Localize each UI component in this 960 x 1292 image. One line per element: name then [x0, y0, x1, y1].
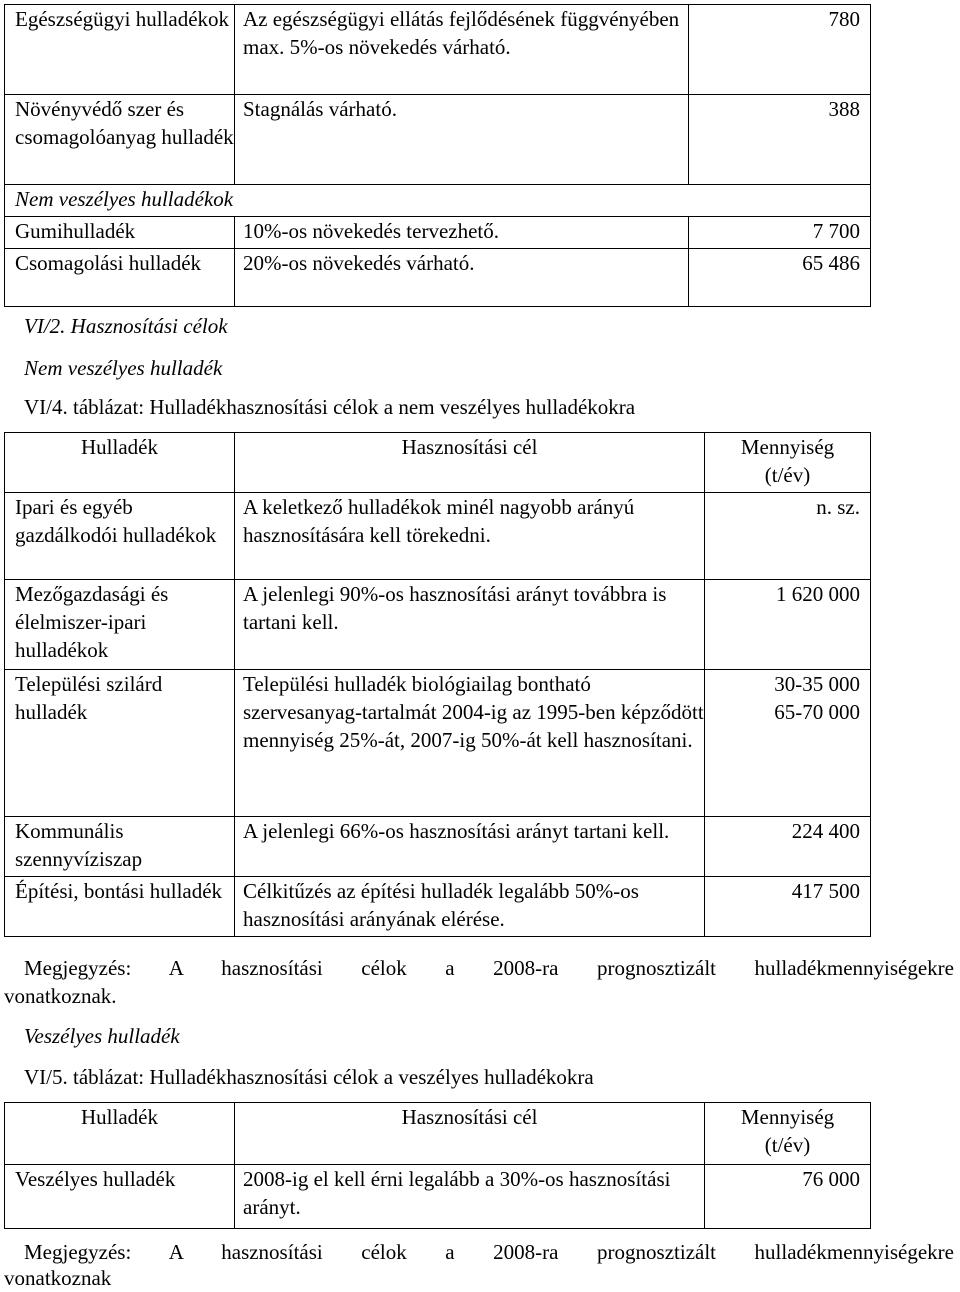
table-row: [5, 493, 871, 580]
amount-cell: 7 700: [689, 217, 871, 249]
waste-cell: Építési, bontási hulladék: [5, 877, 235, 937]
goal-cell: Települési hulladék biológiailag bontható szervesanyag-tartalmát 2004-ig az 1995-ben képződött mennyiség 25%-át, 2007-ig 50%-át kell hasznosítani.: [235, 670, 705, 817]
goal-cell: 2008-ig el kell érni legalább a 30%-os hasznosítási arányt.: [235, 1165, 705, 1229]
table-row: [5, 249, 871, 307]
amount-cell: 417 500: [705, 877, 871, 937]
goal-cell: Célkitűzés az építési hulladék legalább 50%-os hasznosítási arányának elérése.: [235, 877, 705, 937]
waste-cell: Gumihulladék: [5, 217, 235, 249]
section-heading-nonhazardous: Nem veszélyes hulladék: [24, 356, 223, 380]
goal-cell: A jelenlegi 66%-os hasznosítási arányt tartani kell.: [235, 817, 705, 877]
header-amount-label: Mennyiség: [740, 435, 835, 459]
waste-cell: Települési szilárd hulladék: [5, 670, 235, 817]
goal-cell: A keletkező hulladékok minél nagyobb arányú hasznosítására kell törekedni.: [235, 493, 705, 580]
note-2-line-2: vonatkoznak: [4, 1266, 112, 1290]
table-vi4: [4, 432, 871, 937]
header-waste: Hulladék: [5, 433, 235, 493]
table5-caption: VI/5. táblázat: Hulladékhasznosítási célok a veszélyes hulladékokra: [24, 1065, 594, 1089]
header-amount: [705, 433, 871, 493]
note-1-line-1: Megjegyzés: A hasznosítási célok a 2008-ra prognosztizált hulladékmennyiségekre: [24, 956, 954, 980]
waste-cell: Csomagolási hulladék: [5, 249, 235, 307]
amount-cell: 1 620 000: [705, 580, 871, 670]
section-row: [5, 185, 871, 217]
header-amount-unit: (t/év): [764, 1133, 811, 1157]
waste-cell: Egészségügyi hulladékok: [5, 5, 235, 95]
header-goal: Hasznosítási cél: [235, 1103, 705, 1165]
amount-value: 30-35 000: [774, 672, 860, 696]
top-table: [4, 4, 871, 307]
description-cell: 20%-os növekedés várható.: [235, 249, 689, 307]
note-2-line-1: Megjegyzés: A hasznosítási célok a 2008-ra prognosztizált hulladékmennyiségekre: [24, 1240, 954, 1264]
description-cell: Stagnálás várható.: [235, 95, 689, 185]
header-amount-label: Mennyiség: [740, 1105, 835, 1129]
table4-caption: VI/4. táblázat: Hulladékhasznosítási célok a nem veszélyes hulladékokra: [24, 395, 636, 419]
table-row: [5, 670, 871, 817]
waste-cell: Növényvédő szer és csomagolóanyag hulladék: [5, 95, 235, 185]
goal-cell: A jelenlegi 90%-os hasznosítási arányt továbbra is tartani kell.: [235, 580, 705, 670]
waste-cell: Ipari és egyéb gazdálkodói hulladékok: [5, 493, 235, 580]
waste-cell: Mezőgazdasági és élelmiszer-ipari hulladékok: [5, 580, 235, 670]
section-title: Nem veszélyes hulladékok: [5, 185, 871, 217]
note-1-line-2: vonatkoznak.: [4, 984, 117, 1008]
table-row: [5, 877, 871, 937]
table-header-row: [5, 433, 871, 493]
table-row: [5, 95, 871, 185]
table-row: [5, 1165, 871, 1229]
amount-cell: 780: [689, 5, 871, 95]
waste-cell: Veszélyes hulladék: [5, 1165, 235, 1229]
amount-cell: 76 000: [705, 1165, 871, 1229]
table-row: [5, 817, 871, 877]
amount-cell: n. sz.: [705, 493, 871, 580]
table-vi5: [4, 1102, 871, 1229]
header-goal: Hasznosítási cél: [235, 433, 705, 493]
header-amount: [705, 1103, 871, 1165]
table-header-row: [5, 1103, 871, 1165]
amount-value: 65-70 000: [774, 700, 860, 724]
description-cell: 10%-os növekedés tervezhető.: [235, 217, 689, 249]
description-cell: Az egészségügyi ellátás fejlődésének függvényében max. 5%-os növekedés várható.: [235, 5, 689, 95]
amount-cell: [705, 670, 871, 817]
waste-cell: Kommunális szennyvíziszap: [5, 817, 235, 877]
section-heading-hazardous: Veszélyes hulladék: [24, 1024, 180, 1048]
table-row: [5, 217, 871, 249]
header-amount-unit: (t/év): [764, 463, 811, 487]
table-row: [5, 5, 871, 95]
amount-cell: 224 400: [705, 817, 871, 877]
section-heading-vi2: VI/2. Hasznosítási célok: [24, 314, 228, 338]
table-row: [5, 580, 871, 670]
amount-cell: 388: [689, 95, 871, 185]
header-waste: Hulladék: [5, 1103, 235, 1165]
amount-cell: 65 486: [689, 249, 871, 307]
